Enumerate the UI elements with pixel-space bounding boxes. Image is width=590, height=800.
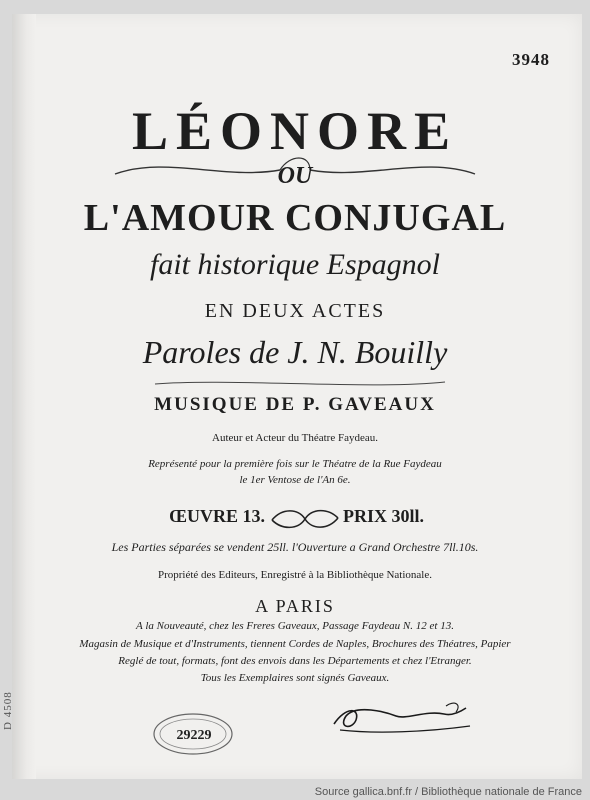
composer-line: MUSIQUE DE P. GAVEAUX (154, 394, 436, 415)
opus-number: ŒUVRE 13. (168, 506, 265, 526)
publisher-address-line-2: Magasin de Musique et d'Instruments, tiennent Cordes de Naples, Brochures des Théatres, Papier (79, 638, 511, 650)
genre-line: fait historique Espagnol (149, 248, 440, 281)
gaveaux-signature-icon (326, 698, 476, 738)
publisher-address-line-3: Reglé de tout, formats, font des envois dans les Départements et chez l'Etranger. (118, 655, 472, 667)
catalog-number: 3948 (512, 50, 550, 69)
publisher-address-line-1: A la Nouveauté, chez les Freres Gaveaux, Passage Faydeau N. 12 et 13. (136, 620, 454, 632)
premiere-line-2: le 1er Ventose de l'An 6e. (239, 474, 351, 486)
margin-call-number: D 4508 (2, 691, 14, 730)
composer-credit: Auteur et Acteur du Théatre Faydeau. (212, 432, 378, 444)
opera-subtitle: L'AMOUR CONJUGAL (83, 197, 507, 239)
publisher-address-line-4: Tous les Exemplaires sont signés Gaveaux. (200, 672, 390, 684)
opus-price-row (0, 506, 590, 538)
acts-line: EN DEUX ACTES (204, 300, 386, 322)
paroles-underline-icon (150, 376, 450, 390)
ou-word: OU (277, 163, 313, 189)
property-line: Propriété des Editeurs, Enregistré à la Bibliothèque Nationale. (157, 569, 432, 581)
librettist-line: Paroles de J. N. Bouilly (142, 334, 448, 370)
price: PRIX 30ll. (343, 506, 424, 526)
stamp-number: 29229 (176, 728, 212, 743)
source-credit: Source gallica.bnf.fr / Bibliothèque nationale de France (314, 786, 582, 798)
opera-title: LÉONORE (131, 101, 459, 161)
parts-price-line: Les Parties séparées se vendent 25ll. l'Ouverture a Grand Orchestre 7ll.10s. (111, 540, 479, 554)
premiere-line-1: Représenté pour la première fois sur le Théatre de la Rue Faydeau (148, 458, 442, 470)
opus-flourish-icon (268, 506, 342, 532)
city-heading: A PARIS (255, 596, 335, 616)
